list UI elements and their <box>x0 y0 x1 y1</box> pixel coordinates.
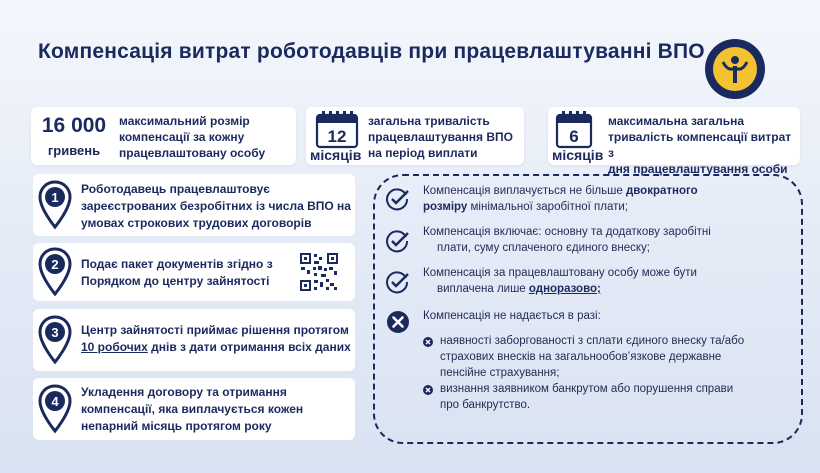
stat-number: 6 <box>569 127 579 146</box>
step-text-line: Порядком до центру зайнятості <box>81 274 270 288</box>
rule-text: виплачена лише <box>437 283 529 295</box>
step-text-line: зареєстрованих безробітних із числа ВПО на <box>81 199 351 213</box>
exception-text: визнання заявником банкрутом або порушення справи <box>440 383 734 395</box>
step-number: 3 <box>51 325 59 340</box>
map-pin-icon <box>37 384 73 434</box>
rule-text: Компенсація включає: основну та додаткову заробітні <box>423 226 711 238</box>
rule-emphasis: розміру <box>423 201 468 213</box>
calendar-icon <box>554 110 594 150</box>
rule-includes <box>423 224 793 256</box>
step-card-4 <box>33 378 355 440</box>
step-number: 1 <box>51 190 59 205</box>
stat-text-line: працевлаштування ВПО <box>368 130 514 144</box>
rule-not-granted: Компенсація не надається в разі: <box>423 310 601 322</box>
stat-card-duration <box>306 107 524 165</box>
rule-max-amount <box>423 183 793 215</box>
cross-bullet-icon <box>423 385 433 395</box>
step-text-line: Роботодавець працевлаштовує <box>81 182 270 196</box>
rule-once <box>423 265 793 297</box>
check-circle-icon <box>384 228 410 254</box>
stat-text-line: на період виплати <box>368 146 478 160</box>
exception-bankruptcy <box>440 381 795 413</box>
stat-text-line: максимальний розмір <box>119 114 250 128</box>
stat-text-line: тривалість компенсації витрат з <box>608 130 792 160</box>
stat-unit: місяців <box>552 147 604 163</box>
step-text-line: Центр зайнятості приймає рішення протягом <box>81 323 349 337</box>
rule-emphasis: двократного <box>625 185 698 197</box>
check-circle-icon <box>384 186 410 212</box>
exception-debt <box>440 333 795 381</box>
step-text-line: днів з дати отримання всіх даних <box>147 340 351 354</box>
cross-circle-icon <box>386 310 410 334</box>
step-text-line: компенсації, яка виплачується кожен <box>81 402 304 416</box>
page-title: Компенсація витрат роботодавців при працевлаштуванні ВПО <box>38 40 705 63</box>
stat-card-amount <box>31 107 296 165</box>
stat-unit: гривень <box>47 143 101 158</box>
map-pin-icon <box>37 247 73 297</box>
stat-number: 16 000 <box>41 114 107 137</box>
step-card-1 <box>33 174 355 236</box>
cross-bullet-icon <box>423 337 433 347</box>
rule-text: Компенсація за працевлаштовану особу може бути <box>423 267 697 279</box>
exception-text: пенсійне страхування; <box>440 367 560 379</box>
step-text-line: умовах строкових трудових договорів <box>81 216 312 230</box>
step-number: 2 <box>51 257 59 272</box>
stat-text-line: дня працевлаштування особи <box>608 162 788 176</box>
step-card-2 <box>33 243 355 301</box>
exception-text: наявності заборгованості з сплати єдиного внеску та/або <box>440 335 745 347</box>
exception-text: страхових внесків на загальнообов’язкове державне <box>440 351 722 363</box>
stat-unit: місяців <box>310 147 362 163</box>
stat-text-line: компенсації за кожну <box>119 130 245 144</box>
employment-service-logo <box>704 38 766 100</box>
rule-text: плати, суму сплаченого єдиного внеску; <box>437 242 651 254</box>
highlighted-days: 10 робочих <box>81 340 148 354</box>
stat-card-compensation-period <box>548 107 800 176</box>
exception-text: про банкрутство. <box>440 399 531 411</box>
step-text-line: Подає пакет документів згідно з <box>81 257 273 271</box>
step-card-3 <box>33 309 355 371</box>
rule-text: мінімальної заробітної плати; <box>467 201 628 213</box>
rule-text: Компенсація виплачується не більше <box>423 185 626 197</box>
rule-emphasis: одноразово; <box>528 283 601 295</box>
stat-text-line: загальна тривалість <box>368 114 490 128</box>
stat-text-line: працевлаштовану особу <box>119 146 266 160</box>
step-text-line: непарний місяць протягом року <box>81 419 272 433</box>
calendar-icon <box>314 110 360 150</box>
stat-text-line: максимальна загальна <box>608 114 745 128</box>
check-circle-icon <box>384 269 410 295</box>
qr-code-icon[interactable] <box>299 252 339 292</box>
step-text-line: Укладення договору та отримання <box>81 385 287 399</box>
step-number: 4 <box>51 394 59 409</box>
stat-number: 12 <box>327 127 347 146</box>
map-pin-icon <box>37 180 73 230</box>
map-pin-icon <box>37 315 73 365</box>
